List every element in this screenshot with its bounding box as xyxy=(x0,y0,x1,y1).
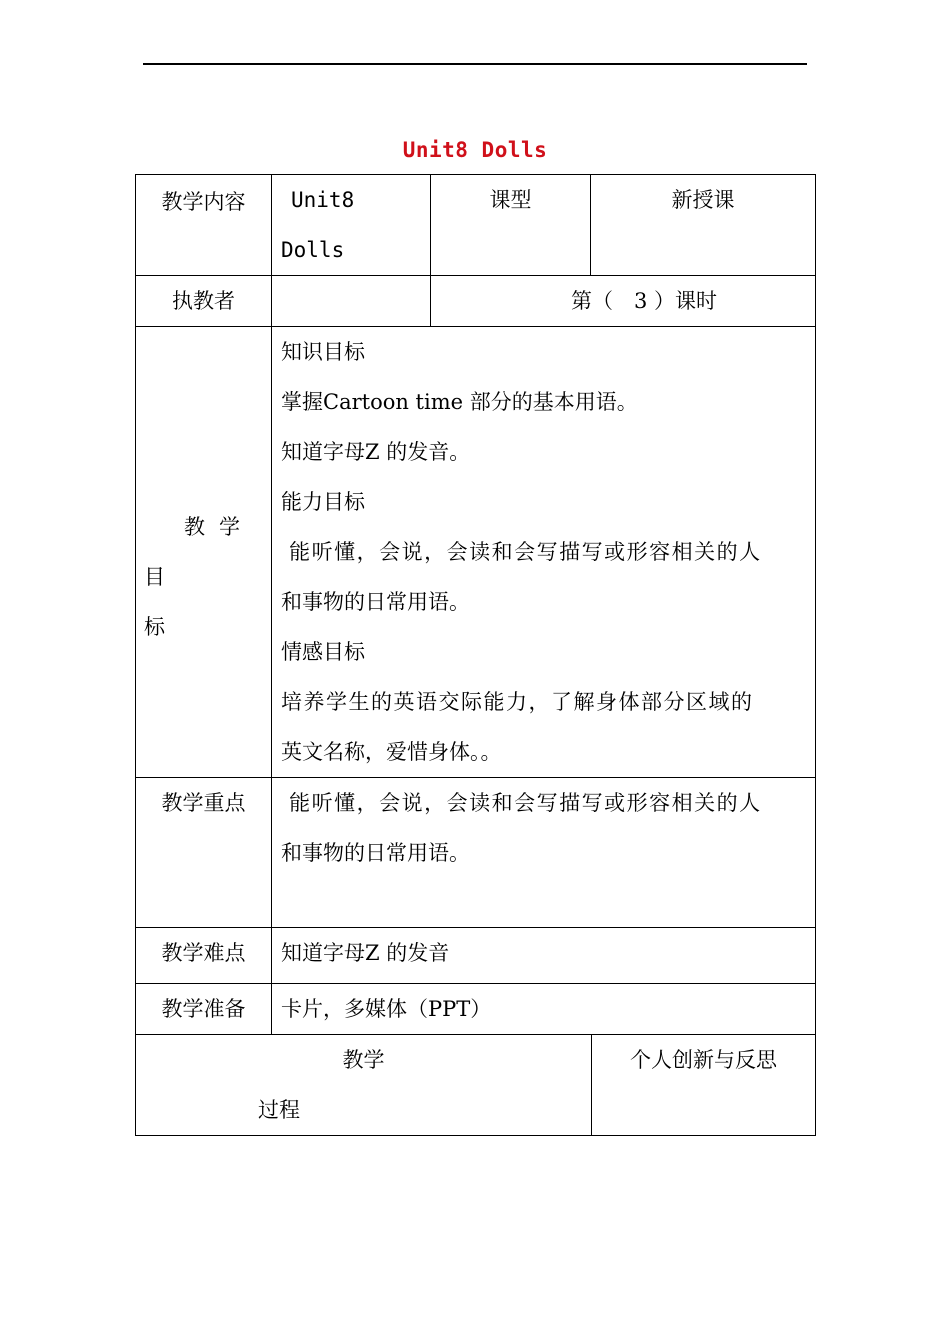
period-text: 第（ 3 ）课时 xyxy=(431,276,816,327)
goal-line: 掌握Cartoon time 部分的基本用语。 xyxy=(281,390,638,414)
content-label: 教学内容 xyxy=(136,175,272,276)
goals-label-line1: 教学目 xyxy=(144,515,254,589)
lesson-type-label: 课型 xyxy=(431,175,591,276)
goal-line: 能听懂，会说，会读和会写描写或形容相关的人 xyxy=(281,540,762,564)
page-title: Unit8 Dolls xyxy=(402,138,548,162)
key-points-label: 教学重点 xyxy=(136,778,272,928)
content-value-line2: Dolls xyxy=(281,238,345,262)
row-teacher xyxy=(136,276,816,327)
preparation-label: 教学准备 xyxy=(136,984,272,1035)
goal-line: 英文名称，爱惜身体。。 xyxy=(281,740,502,764)
key-points-content xyxy=(272,778,816,928)
content-value xyxy=(272,175,431,276)
goals-label-line2: 标 xyxy=(144,615,165,639)
header-rule xyxy=(143,63,807,65)
goal-line: 知道字母Z 的发音。 xyxy=(281,440,471,464)
row-difficulty xyxy=(136,928,816,984)
process-label xyxy=(136,1035,592,1136)
goal-line: 和事物的日常用语。 xyxy=(281,590,470,614)
process-label-line1: 教学 xyxy=(342,1048,385,1072)
difficulty-value: 知道字母Z 的发音 xyxy=(272,928,816,984)
row-preparation xyxy=(136,984,816,1035)
key-point-line: 能听懂，会说，会读和会写描写或形容相关的人 xyxy=(281,791,762,815)
goals-label xyxy=(136,327,272,778)
key-point-line: 和事物的日常用语。 xyxy=(281,841,470,865)
goal-line: 知识目标 xyxy=(281,340,365,364)
row-key-points xyxy=(136,778,816,928)
preparation-value: 卡片，多媒体（PPT） xyxy=(272,984,816,1035)
lesson-plan-table xyxy=(135,174,816,1136)
goal-line: 能力目标 xyxy=(281,490,365,514)
teacher-value xyxy=(272,276,431,327)
lesson-type-value: 新授课 xyxy=(591,175,816,276)
goal-line: 情感目标 xyxy=(281,640,365,664)
row-content xyxy=(136,175,816,276)
process-label-line2: 过程 xyxy=(258,1098,300,1122)
difficulty-label: 教学难点 xyxy=(136,928,272,984)
row-goals xyxy=(136,327,816,778)
row-process xyxy=(136,1035,816,1136)
goals-content xyxy=(272,327,816,778)
goal-line: 培养学生的英语交际能力，了解身体部分区域的 xyxy=(281,690,754,714)
reflection-label: 个人创新与反思 xyxy=(592,1035,816,1136)
content-value-line1: Unit8 xyxy=(291,188,355,212)
teacher-label: 执教者 xyxy=(136,276,272,327)
